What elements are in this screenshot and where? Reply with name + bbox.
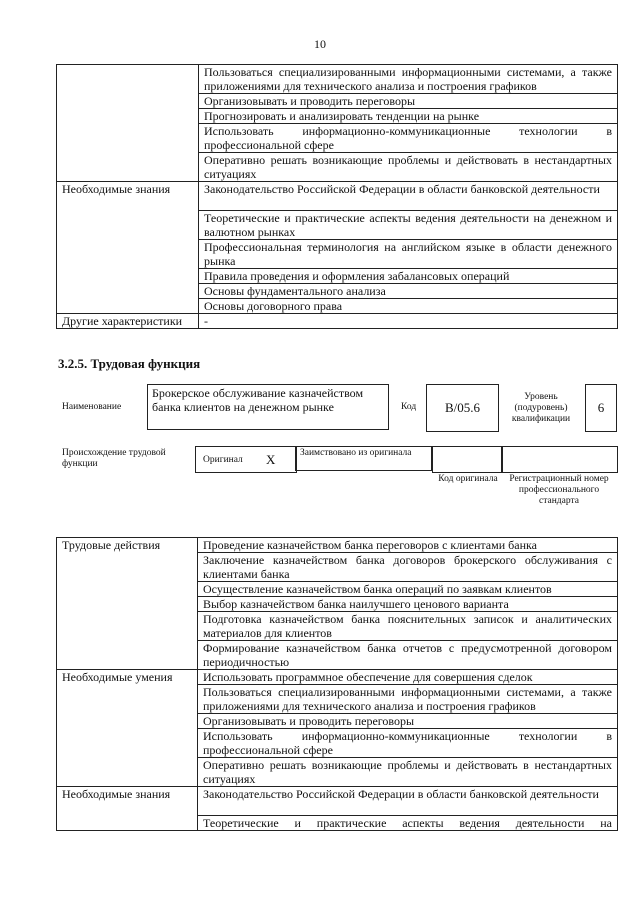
reg-caption: Регистрационный номер профессионального стандарта: [509, 474, 609, 506]
reg-number-cell: [501, 446, 618, 473]
row-label: Другие характеристики: [57, 314, 199, 329]
row-text: Теоретические и практические аспекты ведения деятельности на денежном и валютном рынках: [199, 211, 618, 240]
table-row: [57, 670, 618, 685]
section-heading: 3.2.5. Трудовая функция: [58, 356, 201, 371]
table-row: [57, 314, 618, 329]
level-value-box: 6: [585, 384, 617, 432]
original-label: Оригинал: [203, 455, 243, 465]
row-text: Законодательство Российской Федерации в области банковской деятельности: [198, 787, 618, 816]
origin-label: Происхождение трудовой функции: [62, 448, 166, 469]
code-label: Код: [401, 402, 417, 412]
row-text: Пользоваться специализированными информационными системами, а также приложениями для технического анализа и построения графиков: [199, 65, 618, 94]
table-row: [57, 65, 618, 94]
page-number: 10: [314, 37, 326, 51]
row-text: Оперативно решать возникающие проблемы и действовать в нестандартных ситуациях: [198, 758, 618, 787]
borrowed-cell: Заимствовано из оригинала: [295, 446, 432, 471]
row-label: Необходимые умения: [57, 670, 198, 787]
function-code-box: B/05.6: [426, 384, 499, 432]
original-mark: X: [266, 452, 276, 467]
name-label: Наименование: [62, 402, 122, 412]
table-row: [57, 182, 618, 211]
row-label: Необходимые знания: [57, 787, 198, 831]
row-label: [57, 65, 199, 182]
table-row: [57, 538, 618, 553]
row-text: Правила проведения и оформления забалансовых операций: [199, 269, 618, 284]
row-text: Формирование казначейством банка отчетов с предусмотренной договором периодичностью: [198, 641, 618, 670]
bottom-requirements-table: [56, 537, 618, 831]
row-text: Использовать информационно-коммуникационные технологии в профессиональной сфере: [198, 729, 618, 758]
row-text: Теоретические и практические аспекты ведения деятельности на: [198, 816, 618, 831]
row-text: -: [199, 314, 618, 329]
row-text: Заключение казначейством банка договоров брокерского обслуживания с клиентами банка: [198, 553, 618, 582]
row-text: Организовывать и проводить переговоры: [198, 714, 618, 729]
row-text: Организовывать и проводить переговоры: [199, 94, 618, 109]
row-label: Трудовые действия: [57, 538, 198, 670]
row-text: Основы фундаментального анализа: [199, 284, 618, 299]
row-text: Использовать информационно-коммуникационные технологии в профессиональной сфере: [199, 124, 618, 153]
level-label: Уровень (подуровень) квалификации: [511, 392, 571, 424]
top-requirements-table: [56, 64, 618, 329]
function-name-box: Брокерское обслуживание казначейством банка клиентов на денежном рынке: [147, 384, 389, 430]
row-text: Оперативно решать возникающие проблемы и действовать в нестандартных ситуациях: [199, 153, 618, 182]
row-text: Основы договорного права: [199, 299, 618, 314]
code-caption: Код оригинала: [438, 474, 498, 484]
row-text: Подготовка казначейством банка пояснительных записок и аналитических материалов для клиентов: [198, 612, 618, 641]
row-text: Выбор казначейством банка наилучшего ценового варианта: [198, 597, 618, 612]
table-row: [57, 787, 618, 816]
row-text: Прогнозировать и анализировать тенденции на рынке: [199, 109, 618, 124]
row-text: Законодательство Российской Федерации в области банковской деятельности: [199, 182, 618, 211]
row-text: Пользоваться специализированными информационными системами, а также приложениями для технического анализа и построения графиков: [198, 685, 618, 714]
row-text: Использовать программное обеспечение для совершения сделок: [198, 670, 618, 685]
original-code-cell: [432, 446, 503, 473]
row-text: Проведение казначейством банка переговоров с клиентами банка: [198, 538, 618, 553]
row-label: Необходимые знания: [57, 182, 199, 314]
row-text: Осуществление казначейством банка операций по заявкам клиентов: [198, 582, 618, 597]
row-text: Профессиональная терминология на английском языке в области денежного рынка: [199, 240, 618, 269]
original-cell: [195, 446, 297, 473]
